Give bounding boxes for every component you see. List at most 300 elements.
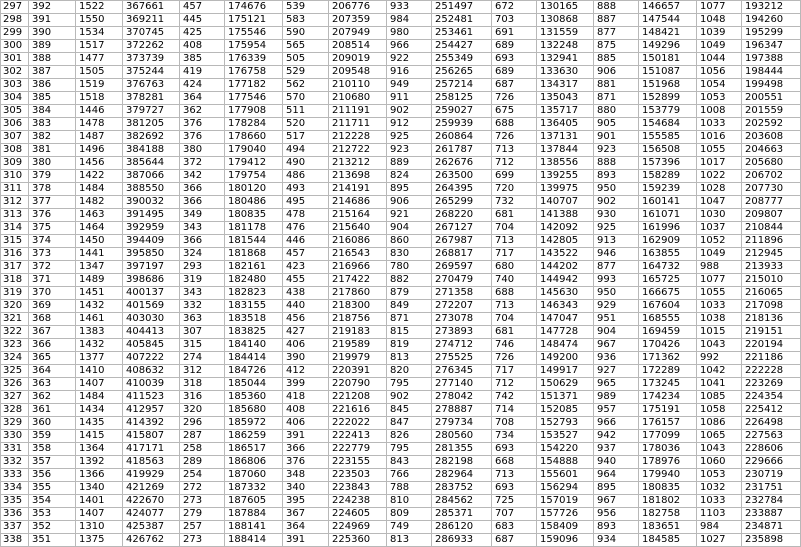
table-cell[interactable]: 154684 bbox=[639, 118, 697, 131]
table-cell[interactable]: 925 bbox=[387, 131, 432, 144]
table-cell[interactable]: 893 bbox=[594, 521, 639, 534]
table-cell[interactable]: 216966 bbox=[329, 261, 387, 274]
table-cell[interactable]: 927 bbox=[594, 365, 639, 378]
table-cell[interactable]: 717 bbox=[492, 365, 537, 378]
table-cell[interactable]: 712 bbox=[492, 378, 537, 391]
table-cell[interactable]: 359 bbox=[29, 430, 76, 443]
table-cell[interactable]: 206702 bbox=[742, 170, 801, 183]
table-cell[interactable]: 742 bbox=[492, 391, 537, 404]
table-cell[interactable]: 923 bbox=[387, 144, 432, 157]
table-cell[interactable]: 925 bbox=[594, 222, 639, 235]
table-cell[interactable]: 259027 bbox=[432, 105, 492, 118]
table-cell[interactable]: 219183 bbox=[329, 326, 387, 339]
table-cell[interactable]: 1484 bbox=[76, 391, 123, 404]
table-cell[interactable]: 157396 bbox=[639, 157, 697, 170]
table-cell[interactable]: 445 bbox=[180, 14, 225, 27]
table-cell[interactable]: 940 bbox=[594, 456, 639, 469]
table-cell[interactable]: 257214 bbox=[432, 79, 492, 92]
table-cell[interactable]: 163855 bbox=[639, 248, 697, 261]
table-cell[interactable]: 984 bbox=[387, 14, 432, 27]
table-cell[interactable]: 895 bbox=[387, 183, 432, 196]
table-cell[interactable]: 277140 bbox=[432, 378, 492, 391]
table-cell[interactable]: 1401 bbox=[76, 495, 123, 508]
table-cell[interactable]: 361 bbox=[29, 404, 76, 417]
table-cell[interactable]: 343 bbox=[180, 222, 225, 235]
table-cell[interactable]: 179412 bbox=[225, 157, 283, 170]
table-cell[interactable]: 1407 bbox=[76, 378, 123, 391]
table-cell[interactable]: 1033 bbox=[697, 495, 742, 508]
table-cell[interactable]: 1377 bbox=[76, 352, 123, 365]
table-cell[interactable]: 406 bbox=[283, 417, 329, 430]
table-cell[interactable]: 1464 bbox=[76, 222, 123, 235]
table-cell[interactable]: 746 bbox=[492, 339, 537, 352]
table-cell[interactable]: 726 bbox=[492, 131, 537, 144]
table-cell[interactable]: 164732 bbox=[639, 261, 697, 274]
table-cell[interactable]: 356 bbox=[29, 469, 76, 482]
table-cell[interactable]: 209807 bbox=[742, 209, 801, 222]
table-cell[interactable]: 1434 bbox=[76, 404, 123, 417]
table-cell[interactable]: 906 bbox=[387, 196, 432, 209]
table-cell[interactable]: 446 bbox=[283, 235, 329, 248]
table-cell[interactable]: 405845 bbox=[123, 339, 180, 352]
table-cell[interactable]: 732 bbox=[492, 196, 537, 209]
table-cell[interactable]: 693 bbox=[492, 482, 537, 495]
table-cell[interactable]: 176339 bbox=[225, 53, 283, 66]
table-cell[interactable]: 795 bbox=[387, 443, 432, 456]
table-cell[interactable]: 175191 bbox=[639, 404, 697, 417]
table-cell[interactable]: 186806 bbox=[225, 456, 283, 469]
table-cell[interactable]: 212945 bbox=[742, 248, 801, 261]
table-cell[interactable]: 382692 bbox=[123, 131, 180, 144]
row-header-cell[interactable]: 330 bbox=[1, 430, 29, 443]
table-cell[interactable]: 688 bbox=[492, 287, 537, 300]
table-cell[interactable]: 681 bbox=[492, 326, 537, 339]
table-cell[interactable]: 1407 bbox=[76, 508, 123, 521]
table-cell[interactable]: 376763 bbox=[123, 79, 180, 92]
table-cell[interactable]: 267987 bbox=[432, 235, 492, 248]
table-cell[interactable]: 688 bbox=[492, 118, 537, 131]
table-cell[interactable]: 214191 bbox=[329, 183, 387, 196]
table-cell[interactable]: 680 bbox=[492, 261, 537, 274]
table-cell[interactable]: 956 bbox=[594, 508, 639, 521]
table-cell[interactable]: 213933 bbox=[742, 261, 801, 274]
table-cell[interactable]: 268220 bbox=[432, 209, 492, 222]
table-cell[interactable]: 179940 bbox=[639, 469, 697, 482]
table-cell[interactable]: 176157 bbox=[639, 417, 697, 430]
table-cell[interactable]: 187884 bbox=[225, 508, 283, 521]
row-header-cell[interactable]: 309 bbox=[1, 157, 29, 170]
table-cell[interactable]: 1048 bbox=[697, 14, 742, 27]
table-cell[interactable]: 691 bbox=[492, 27, 537, 40]
table-cell[interactable]: 390 bbox=[283, 352, 329, 365]
table-cell[interactable]: 289 bbox=[180, 456, 225, 469]
table-cell[interactable]: 187332 bbox=[225, 482, 283, 495]
table-cell[interactable]: 274712 bbox=[432, 339, 492, 352]
table-cell[interactable]: 877 bbox=[594, 261, 639, 274]
table-cell[interactable]: 364 bbox=[29, 365, 76, 378]
table-cell[interactable]: 749 bbox=[387, 521, 432, 534]
table-cell[interactable]: 880 bbox=[594, 105, 639, 118]
table-cell[interactable]: 1043 bbox=[697, 443, 742, 456]
table-cell[interactable]: 223503 bbox=[329, 469, 387, 482]
table-cell[interactable]: 174676 bbox=[225, 1, 283, 14]
table-cell[interactable]: 222022 bbox=[329, 417, 387, 430]
table-cell[interactable]: 376 bbox=[29, 209, 76, 222]
table-cell[interactable]: 273 bbox=[180, 495, 225, 508]
table-cell[interactable]: 232784 bbox=[742, 495, 801, 508]
table-cell[interactable]: 177182 bbox=[225, 79, 283, 92]
table-cell[interactable]: 267127 bbox=[432, 222, 492, 235]
table-cell[interactable]: 369211 bbox=[123, 14, 180, 27]
table-cell[interactable]: 197388 bbox=[742, 53, 801, 66]
table-cell[interactable]: 713 bbox=[492, 235, 537, 248]
row-header-cell[interactable]: 299 bbox=[1, 27, 29, 40]
table-cell[interactable]: 720 bbox=[492, 183, 537, 196]
table-cell[interactable]: 157019 bbox=[537, 495, 594, 508]
table-cell[interactable]: 391 bbox=[283, 534, 329, 547]
table-cell[interactable]: 144942 bbox=[537, 274, 594, 287]
table-cell[interactable]: 726 bbox=[492, 92, 537, 105]
table-cell[interactable]: 375 bbox=[29, 222, 76, 235]
table-cell[interactable]: 408 bbox=[180, 40, 225, 53]
table-cell[interactable]: 209548 bbox=[329, 66, 387, 79]
table-cell[interactable]: 181178 bbox=[225, 222, 283, 235]
table-cell[interactable]: 457 bbox=[283, 248, 329, 261]
row-header-cell[interactable]: 308 bbox=[1, 144, 29, 157]
table-cell[interactable]: 221208 bbox=[329, 391, 387, 404]
table-cell[interactable]: 391 bbox=[283, 430, 329, 443]
table-cell[interactable]: 411523 bbox=[123, 391, 180, 404]
table-cell[interactable]: 843 bbox=[387, 456, 432, 469]
table-cell[interactable]: 819 bbox=[387, 339, 432, 352]
table-cell[interactable]: 380 bbox=[180, 144, 225, 157]
table-cell[interactable]: 348 bbox=[283, 469, 329, 482]
table-cell[interactable]: 425387 bbox=[123, 521, 180, 534]
table-cell[interactable]: 385 bbox=[29, 92, 76, 105]
table-cell[interactable]: 966 bbox=[387, 40, 432, 53]
table-cell[interactable]: 130868 bbox=[537, 14, 594, 27]
table-cell[interactable]: 529 bbox=[283, 66, 329, 79]
table-cell[interactable]: 455 bbox=[283, 274, 329, 287]
table-cell[interactable]: 374 bbox=[29, 235, 76, 248]
table-cell[interactable]: 590 bbox=[283, 27, 329, 40]
table-cell[interactable]: 1054 bbox=[697, 79, 742, 92]
table-cell[interactable]: 1364 bbox=[76, 443, 123, 456]
table-cell[interactable]: 212228 bbox=[329, 131, 387, 144]
table-cell[interactable]: 377 bbox=[29, 196, 76, 209]
table-cell[interactable]: 726 bbox=[492, 352, 537, 365]
table-cell[interactable]: 315 bbox=[180, 339, 225, 352]
table-cell[interactable]: 486 bbox=[283, 170, 329, 183]
table-cell[interactable]: 229666 bbox=[742, 456, 801, 469]
row-header-cell[interactable]: 328 bbox=[1, 404, 29, 417]
table-cell[interactable]: 154888 bbox=[537, 456, 594, 469]
table-cell[interactable]: 173245 bbox=[639, 378, 697, 391]
table-cell[interactable]: 349 bbox=[180, 209, 225, 222]
table-cell[interactable]: 1028 bbox=[697, 183, 742, 196]
table-cell[interactable]: 888 bbox=[594, 1, 639, 14]
table-cell[interactable]: 1038 bbox=[697, 313, 742, 326]
table-cell[interactable]: 366 bbox=[180, 196, 225, 209]
table-cell[interactable]: 1042 bbox=[697, 365, 742, 378]
table-cell[interactable]: 279 bbox=[180, 508, 225, 521]
table-cell[interactable]: 373739 bbox=[123, 53, 180, 66]
table-cell[interactable]: 881 bbox=[594, 79, 639, 92]
table-cell[interactable]: 264395 bbox=[432, 183, 492, 196]
table-cell[interactable]: 134317 bbox=[537, 79, 594, 92]
table-cell[interactable]: 725 bbox=[492, 495, 537, 508]
table-cell[interactable]: 218136 bbox=[742, 313, 801, 326]
table-cell[interactable]: 911 bbox=[387, 92, 432, 105]
table-cell[interactable]: 1033 bbox=[697, 300, 742, 313]
table-cell[interactable]: 923 bbox=[594, 144, 639, 157]
table-cell[interactable]: 233887 bbox=[742, 508, 801, 521]
table-cell[interactable]: 888 bbox=[594, 157, 639, 170]
table-cell[interactable]: 152085 bbox=[537, 404, 594, 417]
table-cell[interactable]: 423 bbox=[283, 261, 329, 274]
table-cell[interactable]: 1017 bbox=[697, 157, 742, 170]
table-cell[interactable]: 424 bbox=[180, 79, 225, 92]
table-cell[interactable]: 388550 bbox=[123, 183, 180, 196]
table-cell[interactable]: 921 bbox=[387, 209, 432, 222]
table-cell[interactable]: 1041 bbox=[697, 378, 742, 391]
table-cell[interactable]: 174234 bbox=[639, 391, 697, 404]
table-cell[interactable]: 957 bbox=[594, 404, 639, 417]
table-cell[interactable]: 1056 bbox=[697, 66, 742, 79]
table-cell[interactable]: 353 bbox=[29, 508, 76, 521]
table-cell[interactable]: 494 bbox=[283, 144, 329, 157]
table-cell[interactable]: 1534 bbox=[76, 27, 123, 40]
table-cell[interactable]: 219979 bbox=[329, 352, 387, 365]
table-cell[interactable]: 224354 bbox=[742, 391, 801, 404]
table-cell[interactable]: 860 bbox=[387, 235, 432, 248]
table-cell[interactable]: 147047 bbox=[537, 313, 594, 326]
table-cell[interactable]: 307 bbox=[180, 326, 225, 339]
table-cell[interactable]: 155585 bbox=[639, 131, 697, 144]
table-cell[interactable]: 1550 bbox=[76, 14, 123, 27]
table-cell[interactable]: 175121 bbox=[225, 14, 283, 27]
table-cell[interactable]: 1446 bbox=[76, 105, 123, 118]
table-cell[interactable]: 183651 bbox=[639, 521, 697, 534]
table-cell[interactable]: 211896 bbox=[742, 235, 801, 248]
table-cell[interactable]: 282964 bbox=[432, 469, 492, 482]
table-cell[interactable]: 216065 bbox=[742, 287, 801, 300]
table-cell[interactable]: 913 bbox=[594, 235, 639, 248]
table-cell[interactable]: 132941 bbox=[537, 53, 594, 66]
table-cell[interactable]: 152899 bbox=[639, 92, 697, 105]
table-cell[interactable]: 1047 bbox=[697, 196, 742, 209]
row-header-cell[interactable]: 305 bbox=[1, 105, 29, 118]
table-cell[interactable]: 419929 bbox=[123, 469, 180, 482]
table-cell[interactable]: 252481 bbox=[432, 14, 492, 27]
table-cell[interactable]: 360 bbox=[29, 417, 76, 430]
table-cell[interactable]: 176758 bbox=[225, 66, 283, 79]
table-cell[interactable]: 1340 bbox=[76, 482, 123, 495]
table-cell[interactable]: 1030 bbox=[697, 209, 742, 222]
table-cell[interactable]: 713 bbox=[492, 144, 537, 157]
table-cell[interactable]: 222228 bbox=[742, 365, 801, 378]
table-cell[interactable]: 418563 bbox=[123, 456, 180, 469]
table-cell[interactable]: 213698 bbox=[329, 170, 387, 183]
table-cell[interactable]: 340 bbox=[283, 482, 329, 495]
table-cell[interactable]: 376 bbox=[180, 131, 225, 144]
table-cell[interactable]: 225412 bbox=[742, 404, 801, 417]
table-cell[interactable]: 693 bbox=[492, 53, 537, 66]
table-cell[interactable]: 426762 bbox=[123, 534, 180, 547]
table-cell[interactable]: 207359 bbox=[329, 14, 387, 27]
table-cell[interactable]: 395850 bbox=[123, 248, 180, 261]
table-cell[interactable]: 182480 bbox=[225, 274, 283, 287]
table-cell[interactable]: 213212 bbox=[329, 157, 387, 170]
table-cell[interactable]: 351 bbox=[29, 534, 76, 547]
table-cell[interactable]: 419 bbox=[180, 66, 225, 79]
table-cell[interactable]: 683 bbox=[492, 521, 537, 534]
table-cell[interactable]: 495 bbox=[283, 196, 329, 209]
table-cell[interactable]: 1461 bbox=[76, 313, 123, 326]
table-cell[interactable]: 230719 bbox=[742, 469, 801, 482]
table-cell[interactable]: 380 bbox=[29, 157, 76, 170]
table-cell[interactable]: 387066 bbox=[123, 170, 180, 183]
table-cell[interactable]: 427 bbox=[283, 326, 329, 339]
table-cell[interactable]: 879 bbox=[387, 287, 432, 300]
table-cell[interactable]: 162909 bbox=[639, 235, 697, 248]
table-cell[interactable]: 826 bbox=[387, 430, 432, 443]
table-cell[interactable]: 268817 bbox=[432, 248, 492, 261]
table-cell[interactable]: 263500 bbox=[432, 170, 492, 183]
table-cell[interactable]: 425 bbox=[180, 27, 225, 40]
table-cell[interactable]: 367 bbox=[283, 508, 329, 521]
table-cell[interactable]: 355 bbox=[29, 482, 76, 495]
row-header-cell[interactable]: 307 bbox=[1, 131, 29, 144]
table-cell[interactable]: 1044 bbox=[697, 53, 742, 66]
table-cell[interactable]: 234871 bbox=[742, 521, 801, 534]
table-cell[interactable]: 183155 bbox=[225, 300, 283, 313]
table-cell[interactable]: 391495 bbox=[123, 209, 180, 222]
table-cell[interactable]: 505 bbox=[283, 53, 329, 66]
table-cell[interactable]: 224238 bbox=[329, 495, 387, 508]
table-cell[interactable]: 209019 bbox=[329, 53, 387, 66]
table-cell[interactable]: 217860 bbox=[329, 287, 387, 300]
table-cell[interactable]: 1085 bbox=[697, 391, 742, 404]
table-cell[interactable]: 180486 bbox=[225, 196, 283, 209]
table-cell[interactable]: 185972 bbox=[225, 417, 283, 430]
table-cell[interactable]: 215164 bbox=[329, 209, 387, 222]
table-cell[interactable]: 809 bbox=[387, 508, 432, 521]
table-cell[interactable]: 904 bbox=[594, 326, 639, 339]
row-header-cell[interactable]: 336 bbox=[1, 508, 29, 521]
table-cell[interactable]: 946 bbox=[594, 248, 639, 261]
table-cell[interactable]: 149296 bbox=[639, 40, 697, 53]
table-cell[interactable]: 1055 bbox=[697, 287, 742, 300]
table-cell[interactable]: 1518 bbox=[76, 92, 123, 105]
table-cell[interactable]: 283752 bbox=[432, 482, 492, 495]
table-cell[interactable]: 1505 bbox=[76, 66, 123, 79]
table-cell[interactable]: 942 bbox=[594, 430, 639, 443]
table-cell[interactable]: 422670 bbox=[123, 495, 180, 508]
table-cell[interactable]: 193212 bbox=[742, 1, 801, 14]
table-cell[interactable]: 845 bbox=[387, 404, 432, 417]
row-header-cell[interactable]: 324 bbox=[1, 352, 29, 365]
row-header-cell[interactable]: 329 bbox=[1, 417, 29, 430]
row-header-cell[interactable]: 301 bbox=[1, 53, 29, 66]
table-cell[interactable]: 224605 bbox=[329, 508, 387, 521]
table-cell[interactable]: 905 bbox=[594, 118, 639, 131]
row-header-cell[interactable]: 311 bbox=[1, 183, 29, 196]
table-cell[interactable]: 565 bbox=[283, 40, 329, 53]
table-cell[interactable]: 312 bbox=[180, 365, 225, 378]
table-cell[interactable]: 1103 bbox=[697, 508, 742, 521]
table-cell[interactable]: 384188 bbox=[123, 144, 180, 157]
table-cell[interactable]: 922 bbox=[387, 53, 432, 66]
table-cell[interactable]: 668 bbox=[492, 456, 537, 469]
table-cell[interactable]: 1033 bbox=[697, 118, 742, 131]
table-cell[interactable]: 187060 bbox=[225, 469, 283, 482]
table-cell[interactable]: 570 bbox=[283, 92, 329, 105]
table-cell[interactable]: 1487 bbox=[76, 131, 123, 144]
table-cell[interactable]: 220790 bbox=[329, 378, 387, 391]
table-cell[interactable]: 179754 bbox=[225, 170, 283, 183]
table-cell[interactable]: 178036 bbox=[639, 443, 697, 456]
table-cell[interactable]: 273078 bbox=[432, 313, 492, 326]
table-cell[interactable]: 681 bbox=[492, 209, 537, 222]
table-cell[interactable]: 184414 bbox=[225, 352, 283, 365]
table-cell[interactable]: 275525 bbox=[432, 352, 492, 365]
table-cell[interactable]: 155601 bbox=[537, 469, 594, 482]
table-cell[interactable]: 172289 bbox=[639, 365, 697, 378]
table-cell[interactable]: 159096 bbox=[537, 534, 594, 547]
table-cell[interactable]: 885 bbox=[594, 53, 639, 66]
table-cell[interactable]: 703 bbox=[492, 14, 537, 27]
row-header-cell[interactable]: 315 bbox=[1, 235, 29, 248]
table-cell[interactable]: 407222 bbox=[123, 352, 180, 365]
row-header-cell[interactable]: 337 bbox=[1, 521, 29, 534]
table-cell[interactable]: 1065 bbox=[697, 430, 742, 443]
table-cell[interactable]: 849 bbox=[387, 300, 432, 313]
row-header-cell[interactable]: 316 bbox=[1, 248, 29, 261]
table-cell[interactable]: 713 bbox=[492, 469, 537, 482]
table-cell[interactable]: 887 bbox=[594, 14, 639, 27]
table-cell[interactable]: 139255 bbox=[537, 170, 594, 183]
table-cell[interactable]: 1032 bbox=[697, 482, 742, 495]
table-cell[interactable]: 370745 bbox=[123, 27, 180, 40]
table-cell[interactable]: 218300 bbox=[329, 300, 387, 313]
table-cell[interactable]: 166675 bbox=[639, 287, 697, 300]
table-cell[interactable]: 273893 bbox=[432, 326, 492, 339]
table-cell[interactable]: 156294 bbox=[537, 482, 594, 495]
table-cell[interactable]: 400137 bbox=[123, 287, 180, 300]
table-cell[interactable]: 1422 bbox=[76, 170, 123, 183]
table-cell[interactable]: 412957 bbox=[123, 404, 180, 417]
table-cell[interactable]: 168555 bbox=[639, 313, 697, 326]
table-cell[interactable]: 216086 bbox=[329, 235, 387, 248]
table-cell[interactable]: 740 bbox=[492, 274, 537, 287]
table-cell[interactable]: 161071 bbox=[639, 209, 697, 222]
table-cell[interactable]: 780 bbox=[387, 261, 432, 274]
table-cell[interactable]: 379 bbox=[29, 170, 76, 183]
table-cell[interactable]: 966 bbox=[594, 417, 639, 430]
table-cell[interactable]: 904 bbox=[387, 222, 432, 235]
table-cell[interactable]: 171362 bbox=[639, 352, 697, 365]
table-cell[interactable]: 167604 bbox=[639, 300, 697, 313]
row-header-cell[interactable]: 306 bbox=[1, 118, 29, 131]
table-cell[interactable]: 967 bbox=[594, 495, 639, 508]
table-cell[interactable]: 357 bbox=[29, 456, 76, 469]
table-cell[interactable]: 395 bbox=[283, 495, 329, 508]
table-cell[interactable]: 214686 bbox=[329, 196, 387, 209]
table-cell[interactable]: 148474 bbox=[537, 339, 594, 352]
table-cell[interactable]: 414392 bbox=[123, 417, 180, 430]
table-cell[interactable]: 142092 bbox=[537, 222, 594, 235]
